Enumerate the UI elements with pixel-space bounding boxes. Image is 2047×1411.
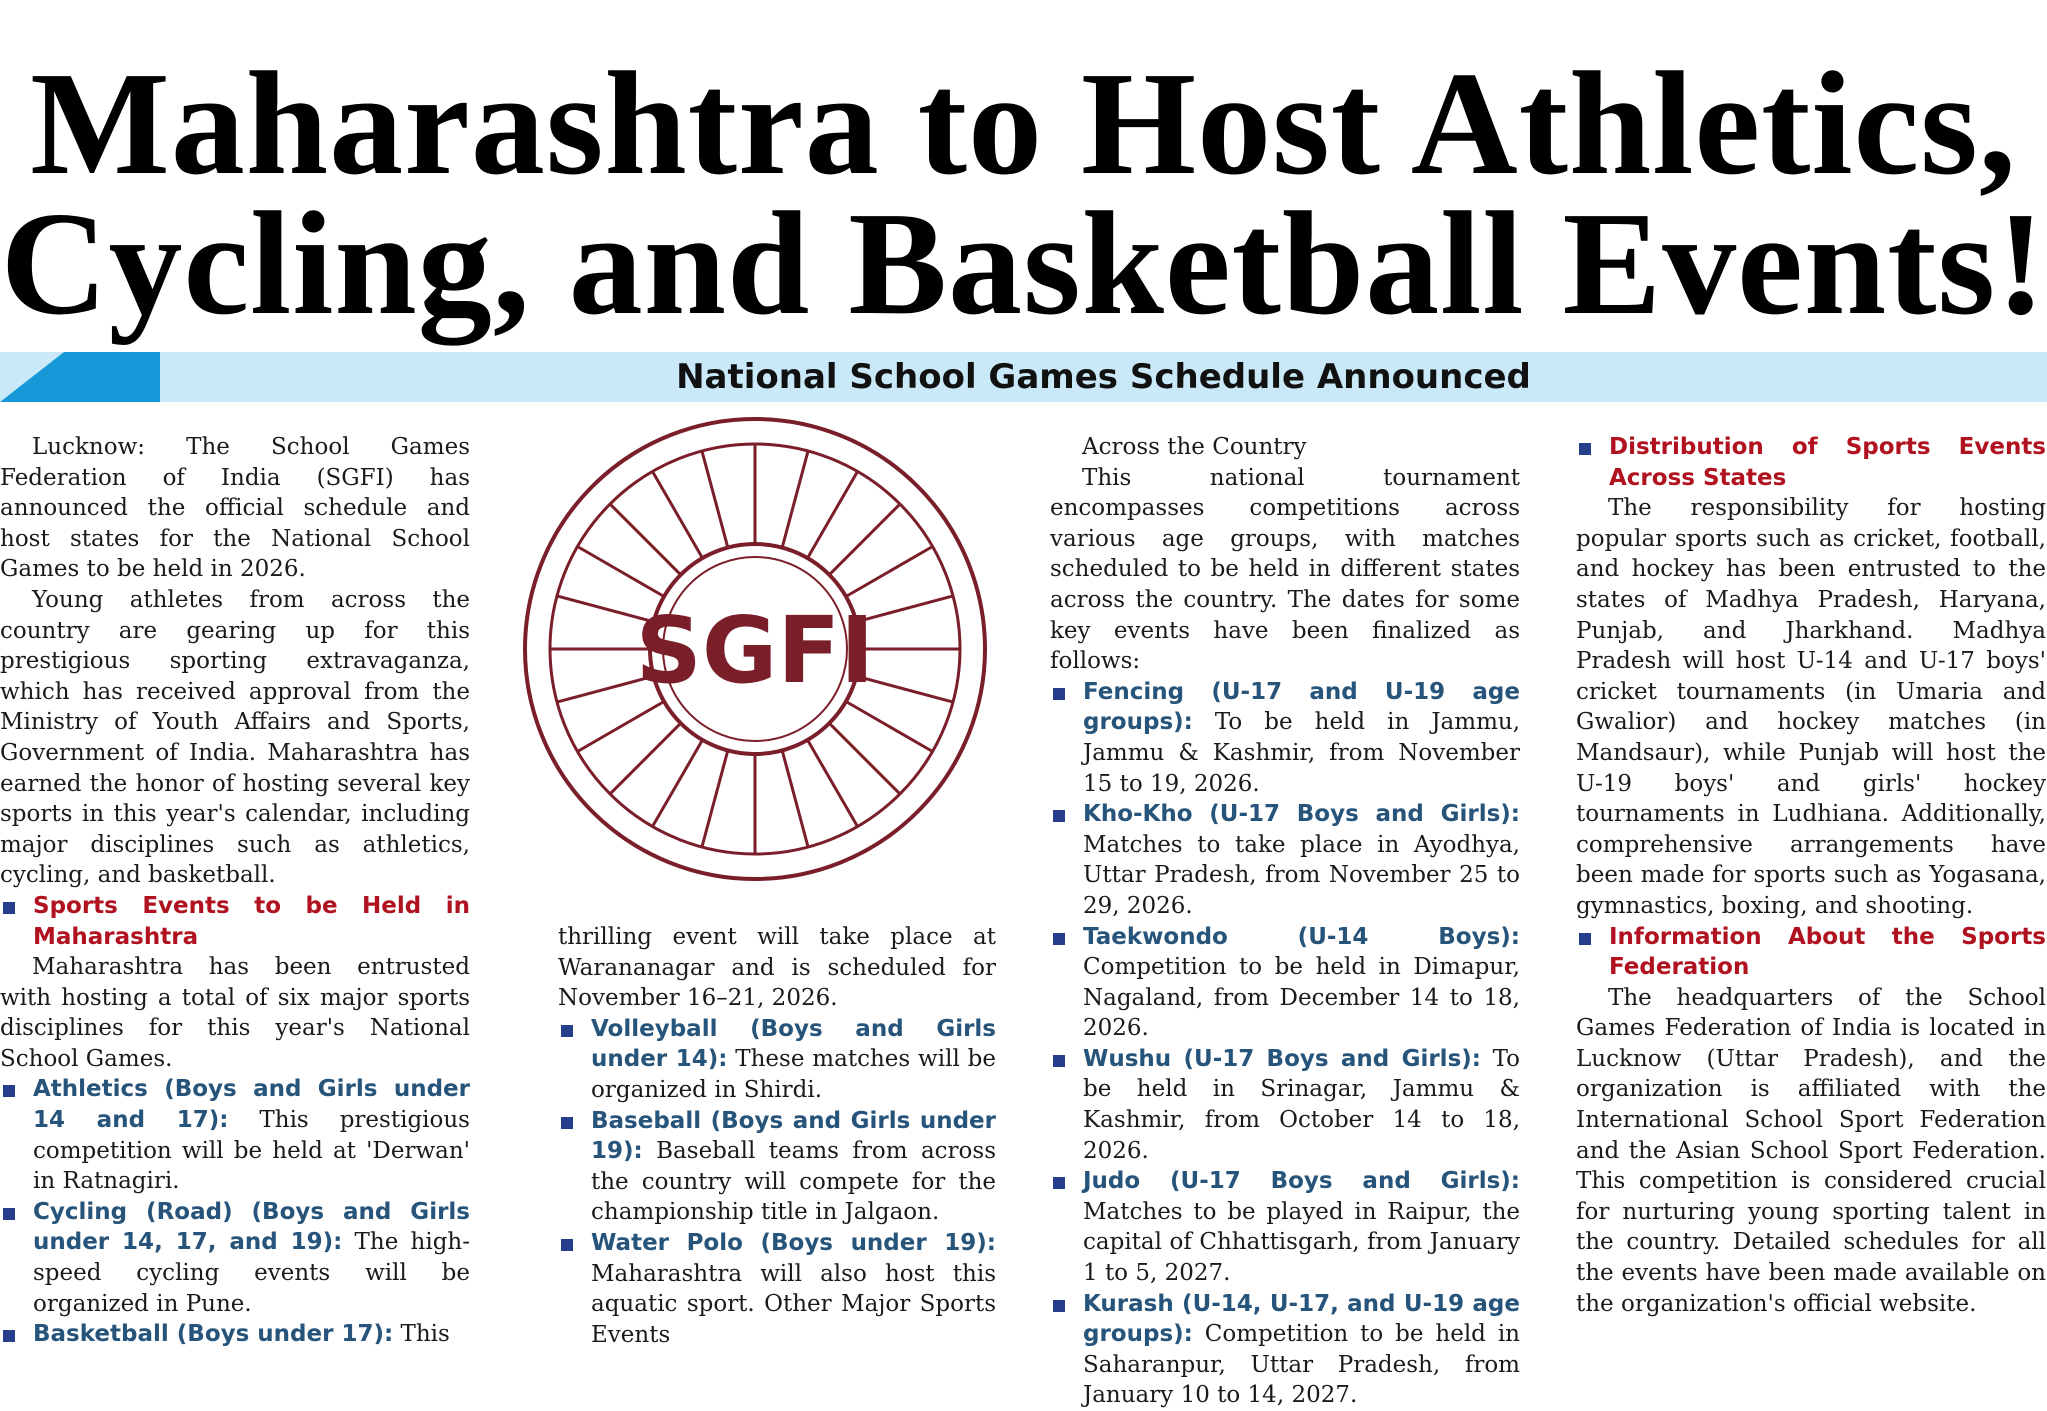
square-bullet-icon	[1053, 810, 1065, 822]
wheel-spoke	[846, 702, 933, 752]
article-column-2	[558, 922, 996, 1350]
wheel-spoke	[829, 723, 900, 794]
list-item: Volleyball (Boys and Girls under 14): These matches will be organized in Shirdi.	[558, 1014, 996, 1106]
sgfi-logo	[520, 414, 990, 884]
wheel-spoke	[702, 451, 728, 548]
square-bullet-icon	[3, 1208, 15, 1220]
square-bullet-icon	[1579, 443, 1591, 455]
logo-text: SGFI	[635, 597, 875, 704]
wheel-spoke	[610, 504, 681, 575]
paragraph: This national tournament encompasses competitions across various age groups, with matches scheduled to be held in different states across the country. The dates for some key events have been finalized as follows:	[1050, 464, 1520, 675]
square-bullet-icon	[561, 1239, 573, 1251]
square-bullet-icon	[1053, 1300, 1065, 1312]
wheel-spoke	[577, 702, 664, 752]
square-bullet-icon	[561, 1025, 573, 1037]
paragraph: thrilling event will take place at Warananagar and is scheduled for November 16–21, 2026.	[558, 924, 996, 1012]
section-heading: Distribution of Sports Events Across States	[1576, 432, 2046, 493]
paragraph: The responsibility for hosting popular sports such as cricket, football, and hockey has been entrusted to the states of Madhya Pradesh, Haryana, Punjab, and Jharkhand. Madhya Pradesh will host U-14 and U-17 boys' cricket tournaments (in Umaria and Gwalior) and hockey matches (in Mandsaur), while Punjab will host the U-19 boys' and girls' hockey tournaments in Ludhiana. Additionally, comprehensive arrangements have been made for sports such as Yogasana, gymnastics, boxing, and shooting.	[1576, 495, 2046, 919]
section-heading: Sports Events to be Held in Maharashtra	[0, 891, 470, 952]
wheel-spoke	[808, 471, 858, 558]
wheel-spoke	[846, 547, 933, 597]
list-item: Kho-Kho (U-17 Boys and Girls): Matches to take place in Ayodhya, Uttar Pradesh, from November 25 to 29, 2026.	[1050, 799, 1520, 921]
intro-paragraph: Lucknow: The School Games Federation of India (SGFI) has announced the official schedule and host states for the National School Games to be held in 2026.	[0, 434, 470, 583]
headline-line-2: Cycling, and Basketball Events!	[0, 182, 2047, 346]
square-bullet-icon	[1053, 933, 1065, 945]
subheadline: National School Games Schedule Announced	[676, 357, 1531, 397]
list-item: Athletics (Boys and Girls under 14 and 17): This prestigious competition will be held at 'Derwan' in Ratnagiri.	[0, 1074, 470, 1196]
list-item: Judo (U-17 Boys and Girls): Matches to be played in Raipur, the capital of Chhattisgarh, from January 1 to 5, 2027.	[1050, 1166, 1520, 1288]
wheel-spoke	[610, 723, 681, 794]
section-heading: Information About the Sports Federation	[1576, 922, 2046, 983]
square-bullet-icon	[3, 1085, 15, 1097]
paragraph: Young athletes from across the country are gearing up for this prestigious sporting extravaganza, which has received approval from the Ministry of Youth Affairs and Sports, Government of India. Maharashtra has earned the honor of hosting several key sports in this year's calendar, including major disciplines such as athletics, cycling, and basketball.	[0, 586, 470, 889]
square-bullet-icon	[1053, 688, 1065, 700]
subheadline-band	[0, 352, 2047, 402]
list-item: Basketball (Boys under 17): This	[0, 1319, 470, 1350]
wheel-spoke	[702, 750, 728, 847]
square-bullet-icon	[1053, 1177, 1065, 1189]
paragraph: The headquarters of the School Games Federation of India is located in Lucknow (Uttar Pradesh), and the organization is affiliated with the International School Sport Federation and the Asian School Sport Federation. This competition is considered crucial for nurturing young sporting talent in the country. Detailed schedules for all the events have been made available on the organization's official website.	[1576, 984, 2046, 1317]
list-item: Wushu (U-17 Boys and Girls): To be held in Srinagar, Jammu & Kashmir, from October 14 to 18, 2026.	[1050, 1044, 1520, 1166]
wheel-spoke	[653, 471, 703, 558]
paragraph: Maharashtra has been entrusted with hosting a total of six major sports disciplines for this year's National School Games.	[0, 954, 470, 1072]
square-bullet-icon	[1053, 1055, 1065, 1067]
section-lead: Across the Country	[1082, 434, 1307, 460]
wheel-spoke	[829, 504, 900, 575]
list-item: Taekwondo (U-14 Boys): Competition to be held in Dimapur, Nagaland, from December 14 to 18, 2026.	[1050, 922, 1520, 1044]
square-bullet-icon	[1579, 933, 1591, 945]
article-column-3	[1050, 432, 1520, 1411]
square-bullet-icon	[3, 1330, 15, 1342]
list-item: Fencing (U-17 and U-19 age groups): To be held in Jammu, Jammu & Kashmir, from November 15 to 19, 2026.	[1050, 677, 1520, 799]
headline-line-1: Maharashtra to Host Athletics,	[30, 42, 2017, 206]
wheel-spoke	[782, 750, 808, 847]
wheel-spoke	[782, 451, 808, 548]
list-item: Kurash (U-14, U-17, and U-19 age groups): Competition to be held in Saharanpur, Uttar Pradesh, from January 10 to 14, 2027.	[1050, 1289, 1520, 1411]
wheel-spoke	[653, 740, 703, 827]
square-bullet-icon	[561, 1117, 573, 1129]
article-column-4	[1576, 432, 2046, 1319]
article-column-1	[0, 432, 470, 1350]
wheel-spoke	[808, 740, 858, 827]
list-item: Water Polo (Boys under 19): Maharashtra will also host this aquatic sport. Other Major Sports Events	[558, 1228, 996, 1350]
list-item: Baseball (Boys and Girls under 19): Baseball teams from across the country will compete for the championship title in Jalgaon.	[558, 1106, 996, 1228]
wheel-spoke	[577, 547, 664, 597]
square-bullet-icon	[3, 902, 15, 914]
list-item: Cycling (Road) (Boys and Girls under 14, 17, and 19): The high-speed cycling events will be organized in Pune.	[0, 1197, 470, 1319]
